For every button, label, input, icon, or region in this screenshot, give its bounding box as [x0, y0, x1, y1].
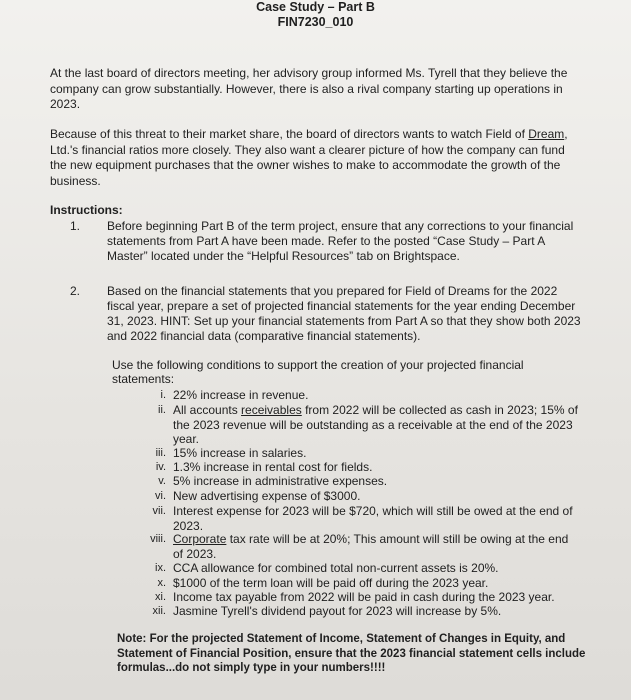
condition-6-text: New advertising expense of $3000.	[173, 489, 361, 503]
receivables-link[interactable]: receivables	[241, 403, 302, 417]
instructions-heading: Instructions:	[50, 203, 123, 217]
condition-2-text: All accounts receivables from 2022 will be collected as cash in 2023; 15% of the 2023 revenue will be outstanding as a receivable at the end of the 2023 year.	[173, 403, 578, 446]
condition-12-number: xii.	[152, 605, 166, 617]
condition-1-number: i.	[160, 389, 166, 401]
conditions-intro: Use the following conditions to support the creation of your projected financial statements:	[112, 358, 524, 386]
condition-6-number: vi.	[155, 490, 166, 502]
dream-link[interactable]: Dream	[528, 127, 565, 141]
condition-11-number: xi.	[155, 591, 166, 603]
intro-p2-suffix: , Ltd.'s financial ratios more closely. They also want a clearer picture of how the company can fund the new equipment purchases that the owner wishes to make to accommodate the growth of the business.	[50, 127, 568, 188]
step-2-number: 2.	[70, 284, 81, 298]
condition-12-text: Jasmine Tyrell's dividend payout for 2023 will increase by 5%.	[173, 604, 502, 618]
condition-9-number: ix.	[155, 562, 166, 574]
condition-7-number: vii.	[152, 505, 166, 517]
condition-1-text: 22% increase in revenue.	[173, 388, 309, 402]
intro-paragraph-1: At the last board of directors meeting, her advisory group informed Ms. Tyrell that they believe the company can grow substantially. However, there is also a rival company starting up operations in 2023.	[50, 66, 568, 111]
condition-4-number: iv.	[155, 461, 166, 473]
condition-10-text: $1000 of the term loan will be paid off during the 2023 year.	[173, 576, 489, 590]
condition-4-text: 1.3% increase in rental cost for fields.	[173, 460, 373, 474]
condition-10-number: x.	[157, 577, 166, 589]
page-title: Case Study – Part B	[256, 0, 375, 14]
corporate-link[interactable]: Corporate	[173, 532, 227, 546]
course-code: FIN7230_010	[277, 15, 354, 29]
formula-note: Note: For the projected Statement of Income, Statement of Changes in Equity, and Statement of Financial Position, ensure that the 2023 financial statement cells include formulas...do not simply type in your numbers!!!!	[117, 633, 586, 674]
step-1-text: Before beginning Part B of the term project, ensure that any corrections to your financial statements from Part A have been made. Refer to the posted “Case Study – Part A Master” located under the “Helpful Resources” tab on Brightspace.	[107, 219, 574, 263]
intro-paragraph-2	[50, 127, 580, 189]
condition-8-number: viii.	[150, 533, 166, 545]
condition-2-number: ii.	[158, 404, 166, 416]
condition-8-text: Corporate tax rate will be at 20%; This amount will still be owing at the end of 2023.	[173, 532, 569, 561]
condition-11-text: Income tax payable from 2022 will be paid in cash during the 2023 year.	[173, 590, 555, 604]
condition-5-number: v.	[158, 475, 166, 487]
condition-3-text: 15% increase in salaries.	[173, 446, 307, 460]
condition-9-text: CCA allowance for combined total non-current assets is 20%.	[173, 561, 499, 575]
condition-5-text: 5% increase in administrative expenses.	[173, 474, 388, 488]
condition-7-text: Interest expense for 2023 will be $720, which will still be owed at the end of 2023.	[173, 504, 573, 533]
step-2-text: Based on the financial statements that you prepared for Field of Dreams for the 2022 fiscal year, prepare a set of projected financial statements for the year ending December 31, 2023. HINT: Set up your financial statements from Part A so that they show both 2023 and 2022 financial data (comparative financial statements).	[107, 284, 581, 343]
step-1-number: 1.	[70, 219, 81, 233]
intro-p2-prefix: Because of this threat to their market share, the board of directors wants to watch Field of	[50, 127, 529, 141]
condition-3-number: iii.	[155, 447, 166, 459]
